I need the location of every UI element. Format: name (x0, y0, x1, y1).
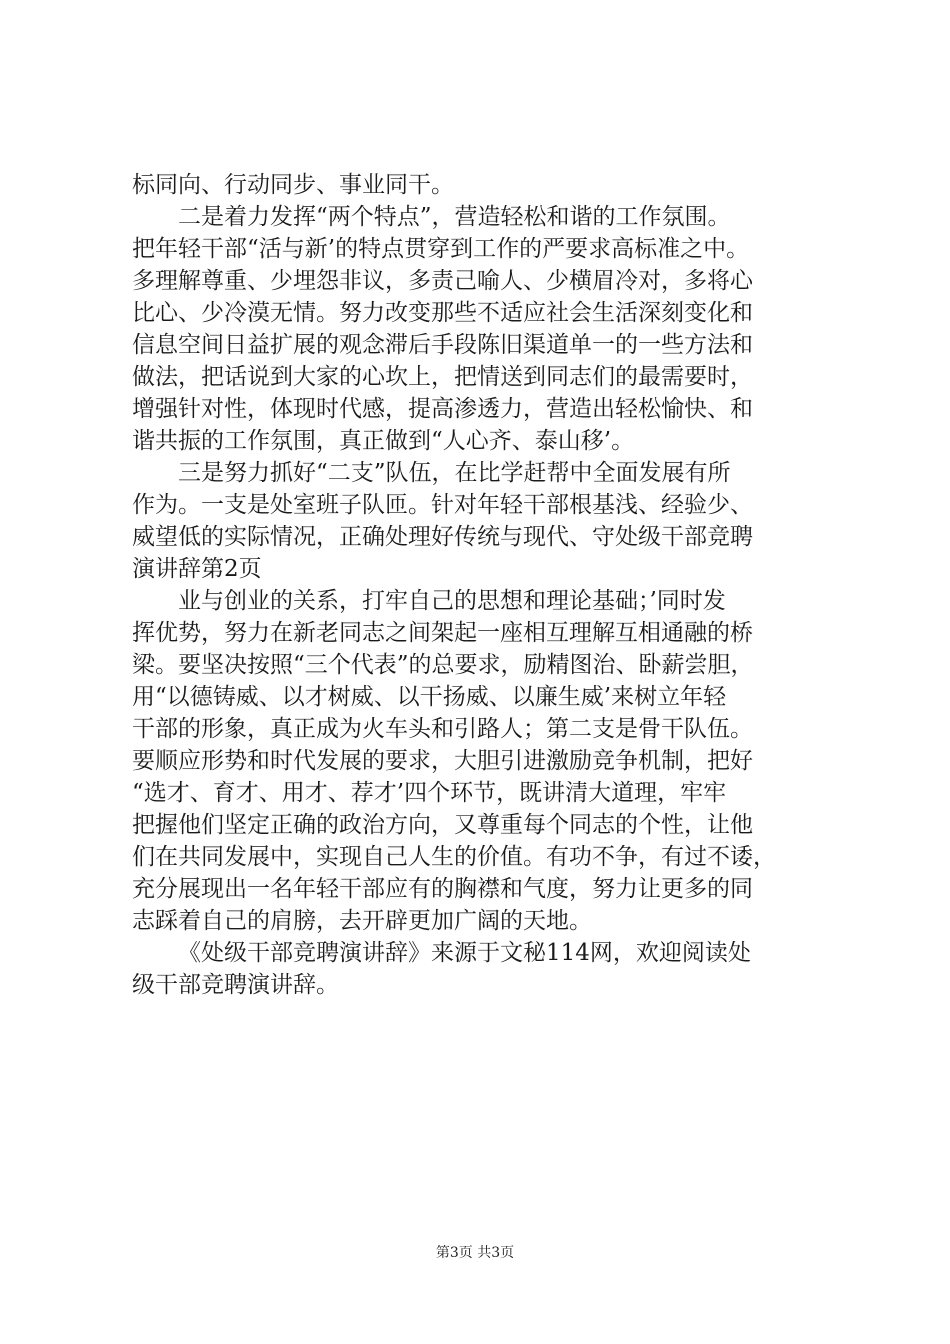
text-line: 作为。一支是处室班子队匝。针对年轻干部根基浅、经验少、 (132, 492, 753, 518)
paragraph-start-line: 二是着力发挥“两个特点”，营造轻松和谐的工作氛围。 (178, 204, 731, 230)
text-line: 干部的形象，真正成为火车头和引路人；第二支是骨干队伍。 (132, 716, 753, 742)
text-line: 比心、少冷漠无情。努力改变那些不适应社会生活深刻变化和 (132, 300, 753, 326)
text-line: 用“以德铸威、以才树威、以干扬威、以廉生威’来树立年轻 (132, 684, 727, 710)
text-line: 把握他们坚定正确的政治方向，又尊重每个同志的个性，让他 (132, 812, 753, 838)
text-line: 梁。要坚决按照“三个代表”的总要求，励精图治、卧薪尝胆， (132, 652, 754, 678)
text-line: 标同向、行动同步、事业同干。 (132, 172, 454, 198)
text-line: 们在共同发展中，实现自己人生的价值。有功不争，有过不诿， (132, 844, 776, 870)
text-line: 演讲辞第2页 (132, 556, 262, 582)
page-indicator: 第3页 共3页 (435, 1245, 515, 1261)
text-line: 信息空间日益扩展的观念滞后手段陈旧渠道单一的一些方法和 (132, 332, 753, 358)
paragraph-start-line: 业与创业的关系，打牢自己的思想和理论基础；’同时发 (178, 588, 726, 614)
text-line: 增强针对性，体现时代感，提高渗透力，营造出轻松愉快、和 (132, 396, 753, 422)
text-line: 志踩着自己的肩膀，去开辟更加广阔的天地。 (132, 908, 592, 934)
text-line: 级干部竞聘演讲辞。 (132, 972, 339, 998)
text-line: 谐共振的工作氛围，真正做到“人心齐、泰山移’。 (132, 428, 635, 454)
text-line: “选才、育才、用才、荐才’四个环节，既讲清大道理，牢牢 (132, 780, 727, 806)
text-line: 充分展现出一名年轻干部应有的胸襟和气度，努力让更多的同 (132, 876, 753, 902)
text-line: 多理解尊重、少埋怨非议，多责己喻人、少横眉冷对，多将心 (132, 268, 753, 294)
paragraph-start-line: 三是努力抓好“二支”队伍，在比学赶帮中全面发展有所 (178, 460, 731, 486)
text-line: 做法，把话说到大家的心坎上，把情送到同志们的最需要时， (132, 364, 753, 390)
text-line: 挥优势，努力在新老同志之间架起一座相互理解互相通融的桥 (132, 620, 753, 646)
text-line: 威望低的实际情况，正确处理好传统与现代、守处级干部竞聘 (132, 524, 753, 550)
text-line: 要顺应形势和时代发展的要求，大胆引进激励竞争机制，把好 (132, 748, 753, 774)
text-line: 把年轻干部“活与新’的特点贯穿到工作的严要求高标准之中。 (132, 236, 750, 262)
paragraph-start-line: 《处级干部竞聘演讲辞》来源于文秘114网，欢迎阅读处 (178, 940, 751, 966)
